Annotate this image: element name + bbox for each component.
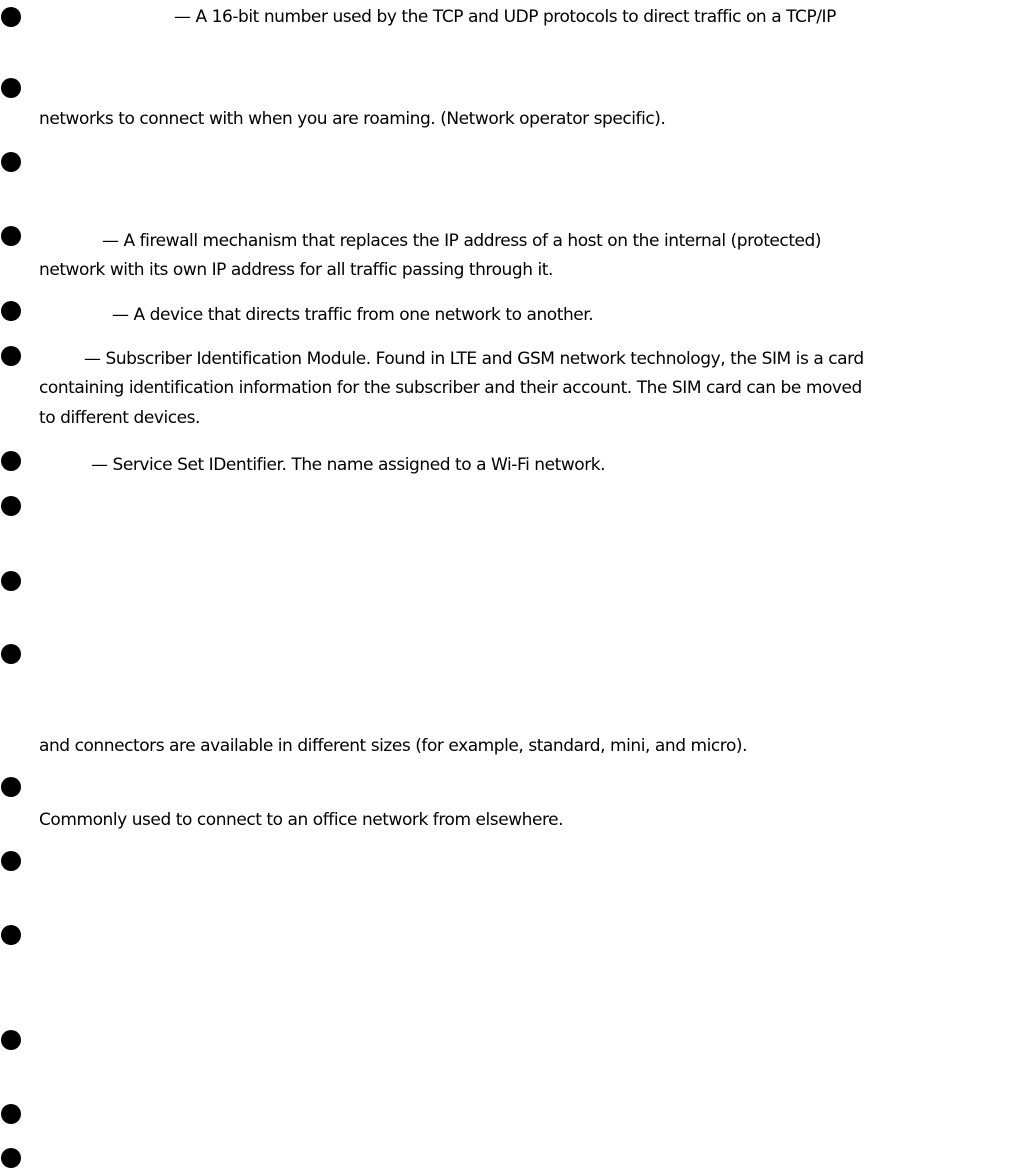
bullet-proxy xyxy=(1,226,21,246)
bullet-8 xyxy=(1,496,21,516)
bullet-9 xyxy=(1,571,21,591)
router-definition-line-1: — A device that directs traffic from one network to another. xyxy=(112,305,594,325)
port-definition-line-1: — A 16-bit number used by the TCP and UDP protocols to direct traffic on a TCP/IP xyxy=(174,7,836,27)
bullet-roaming xyxy=(1,78,21,98)
bullet-15 xyxy=(1,1104,21,1124)
usb-definition-line-3: and connectors are available in different sizes (for example, standard, mini, and micro). xyxy=(39,736,748,756)
bullet-usb xyxy=(1,644,21,664)
bullet-3 xyxy=(1,152,21,172)
sim-definition-line-1: — Subscriber Identification Module. Found in LTE and GSM network technology, the SIM is a card xyxy=(84,349,864,369)
bullet-13 xyxy=(1,925,21,945)
roaming-definition-line-2: networks to connect with when you are roaming. (Network operator specific). xyxy=(39,109,666,129)
bullet-vpn xyxy=(1,777,21,797)
bullet-12 xyxy=(1,851,21,871)
bullet-14 xyxy=(1,1030,21,1050)
sim-definition-line-2: containing identification information for the subscriber and their account. The SIM card can be moved xyxy=(39,378,862,398)
sim-definition-line-3: to different devices. xyxy=(39,408,200,428)
bullet-port xyxy=(1,7,21,27)
vpn-definition-line-2: Commonly used to connect to an office network from elsewhere. xyxy=(39,810,564,830)
proxy-definition-line-2: network with its own IP address for all traffic passing through it. xyxy=(39,260,553,280)
bullet-16 xyxy=(1,1148,21,1168)
proxy-definition-line-1: — A firewall mechanism that replaces the IP address of a host on the internal (protected) xyxy=(102,231,822,251)
bullet-ssid xyxy=(1,451,21,471)
ssid-definition-line-1: — Service Set IDentifier. The name assigned to a Wi-Fi network. xyxy=(91,455,606,475)
bullet-router xyxy=(1,301,21,321)
bullet-sim xyxy=(1,346,21,366)
